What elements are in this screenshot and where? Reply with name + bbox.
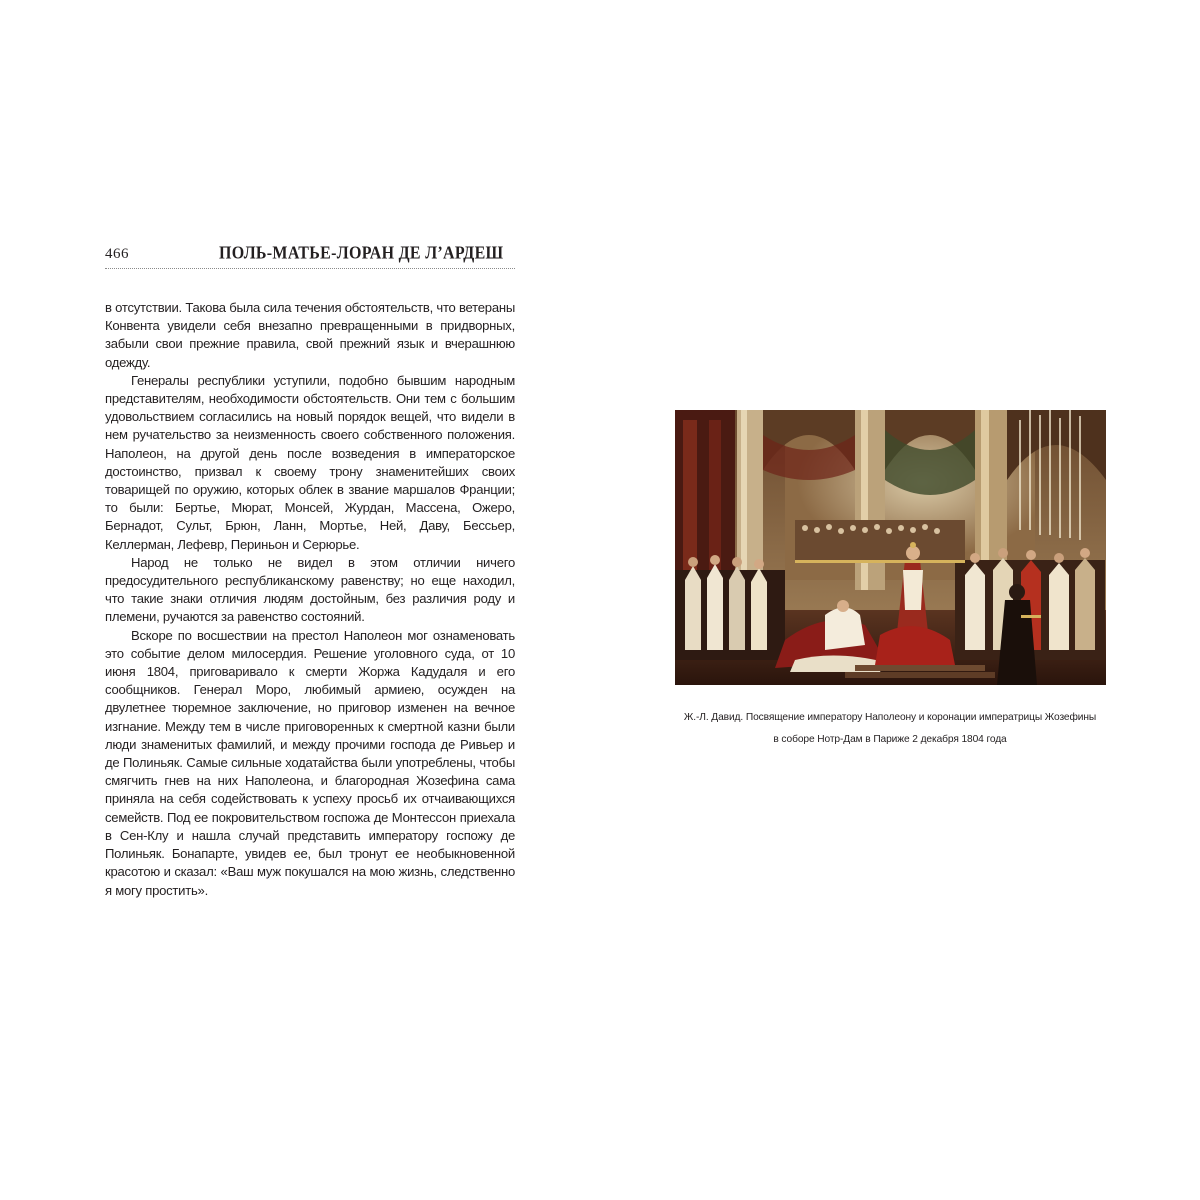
painting-image	[675, 410, 1106, 685]
body-text	[105, 299, 515, 900]
left-page	[105, 240, 515, 900]
page-number: 466	[105, 246, 129, 262]
running-title: ПОЛЬ-МАТЬЕ-ЛОРАН ДЕ Л’АРДЕШ	[219, 244, 504, 264]
paragraph: Народ не только не видел в этом отличии ничего предосудительного республиканскому равенству; но еще находил, что такие знаки отличия людям достойным, без различия роду и племени, ручаются за равенство состояний.	[105, 554, 515, 625]
paragraph: Вскоре по восшествии на престол Наполеон мог ознаменовать это событие делом милосердия. Решение уголовного суда, от 10 июня 1804, приговаривало к смерти Жоржа Кадудаля и его сообщников. Генерал Моро, любимый армиею, осужден на двулетнее тюремное заключение, но приговор изменен на вечное изгнание. Между тем в числе приговоренных к смертной казни были люди знаменитых фамилий, и между прочими господа де Ривьер и де Полиньяк. Самые сильные ходатайства были употреблены, чтобы смягчить гнев на них Наполеона, и благородная Жозефина сама приняла на себя содействовать к успеху просьб их отчаивающихся семейств. Под ее покровительством госпожа де Монтессон приехала в Сен-Клу и нашла случай представить императору госпожу де Полиньяк. Бонапарте, увидев ее, был тронут ее необыкновенной красотою и сказал: «Ваш муж покушался на мою жизнь, следственно я могу простить».	[105, 627, 515, 898]
caption-line: Ж.-Л. Давид. Посвящение императору Наполеону и коронации императрицы Жозефины	[683, 712, 1097, 723]
running-head	[105, 240, 515, 269]
coronation-painting	[675, 410, 1106, 685]
illustration-caption	[660, 707, 1120, 751]
paragraph: Генералы республики уступили, подобно бывшим народным представителям, необходимости обстоятельств. Они тем с большим удовольствием согласились на новый порядок вещей, что видели в нем ручательство за неизменность своего собственного положения. Наполеон, на другой день после возведения в императорское достоинство, призвал к своему трону знаменитейших своих товарищей по оружию, которых облек в звание маршалов Франции; то были: Бертье, Мюрат, Монсей, Журдан, Массена, Ожеро, Бернадот, Сульт, Брюн, Ланн, Мортье, Ней, Даву, Бессьер, Келлерман, Лефевр, Периньон и Серюрье.	[105, 372, 515, 552]
caption-line: в соборе Нотр-Дам в Париже 2 декабря 1804 года	[773, 734, 1007, 745]
paragraph: в отсутствии. Такова была сила течения обстоятельств, что ветераны Конвента увидели себя внезапно превращенными в придворных, забыли свои прежние правила, свой прежний язык и вчерашнюю одежду.	[105, 300, 515, 370]
